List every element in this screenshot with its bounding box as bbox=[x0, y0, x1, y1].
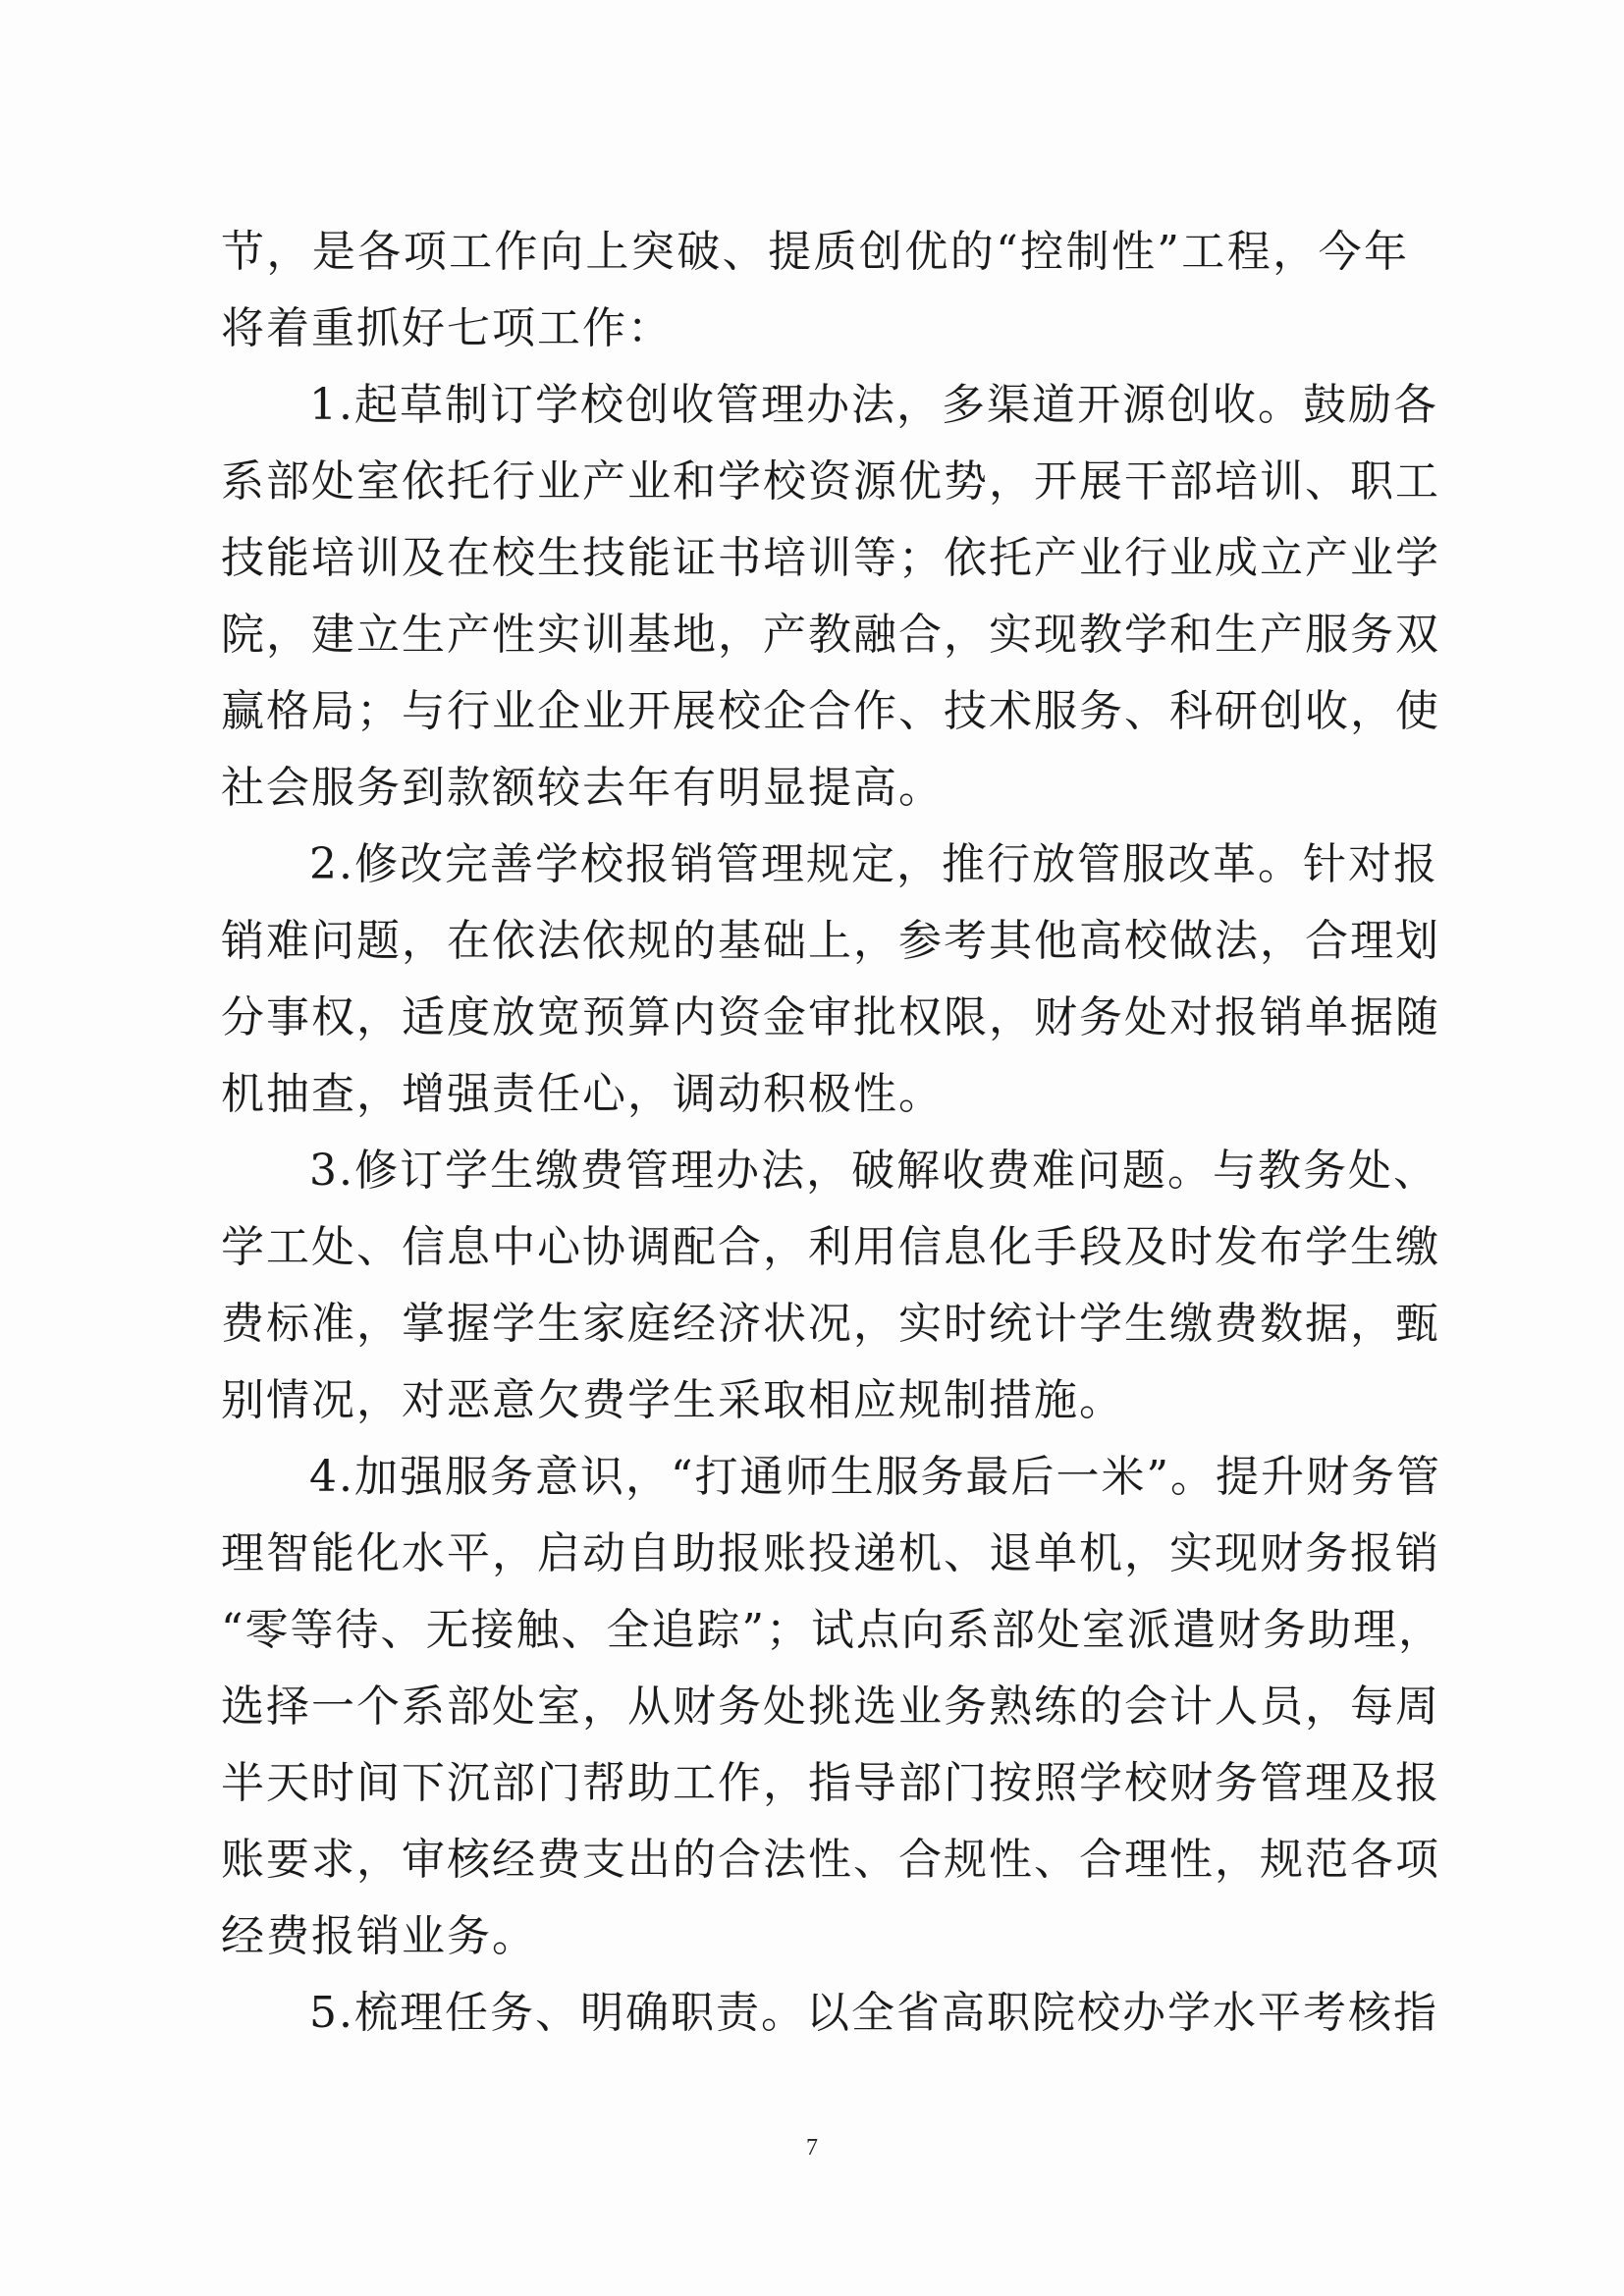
text-line: 5.梳理任务、明确职责。以全省高职院校办学水平考核指 bbox=[309, 1988, 1438, 2038]
text-line: 销难问题，在依法依规的基础上，参考其他高校做法，合理划 bbox=[221, 916, 1440, 966]
text-line: 学工处、信息中心协调配合，利用信息化手段及时发布学生缴 bbox=[221, 1222, 1440, 1272]
text-line: 1.起草制订学校创收管理办法，多渠道开源创收。鼓励各 bbox=[309, 380, 1438, 430]
text-line: 3.修订学生缴费管理办法，破解收费难问题。与教务处、 bbox=[309, 1146, 1438, 1196]
text-line: 分事权，适度放宽预算内资金审批权限，财务处对报销单据随 bbox=[221, 992, 1440, 1042]
text-line: 社会服务到款额较去年有明显提高。 bbox=[221, 763, 944, 813]
text-line: “零等待、无接触、全追踪”；试点向系部处室派遣财务助理， bbox=[221, 1605, 1443, 1655]
text-line: 账要求，审核经费支出的合法性、合规性、合理性，规范各项 bbox=[221, 1835, 1440, 1885]
text-line: 赢格局；与行业企业开展校企合作、技术服务、科研创收，使 bbox=[221, 686, 1440, 736]
text-line: 4.加强服务意识，“打通师生服务最后一米”。提升财务管 bbox=[309, 1452, 1441, 1502]
text-line: 半天时间下沉部门帮助工作，指导部门按照学校财务管理及报 bbox=[221, 1758, 1440, 1808]
text-line: 选择一个系部处室，从财务处挑选业务熟练的会计人员，每周 bbox=[221, 1682, 1440, 1732]
text-line: 院，建立生产性实训基地，产教融合，实现教学和生产服务双 bbox=[221, 610, 1440, 660]
text-line: 经费报销业务。 bbox=[221, 1911, 537, 1961]
text-line: 别情况，对恶意欠费学生采取相应规制措施。 bbox=[221, 1375, 1124, 1425]
text-line: 机抽查，增强责任心，调动积极性。 bbox=[221, 1069, 944, 1119]
page-number: 7 bbox=[806, 2135, 818, 2161]
text-line: 费标准，掌握学生家庭经济状况，实时统计学生缴费数据，甄 bbox=[221, 1299, 1440, 1349]
text-line: 2.修改完善学校报销管理规定，推行放管服改革。针对报 bbox=[309, 839, 1438, 889]
body-text bbox=[221, 214, 1443, 2052]
text-line: 系部处室依托行业产业和学校资源优势，开展干部培训、职工 bbox=[221, 456, 1440, 507]
text-line: 节，是各项工作向上突破、提质创优的“控制性”工程，今年 bbox=[221, 227, 1409, 277]
text-line: 技能培训及在校生技能证书培训等；依托产业行业成立产业学 bbox=[221, 533, 1440, 583]
text-line: 理智能化水平，启动自助报账投递机、退单机，实现财务报销 bbox=[221, 1528, 1440, 1578]
text-line: 将着重抓好七项工作： bbox=[221, 303, 673, 353]
